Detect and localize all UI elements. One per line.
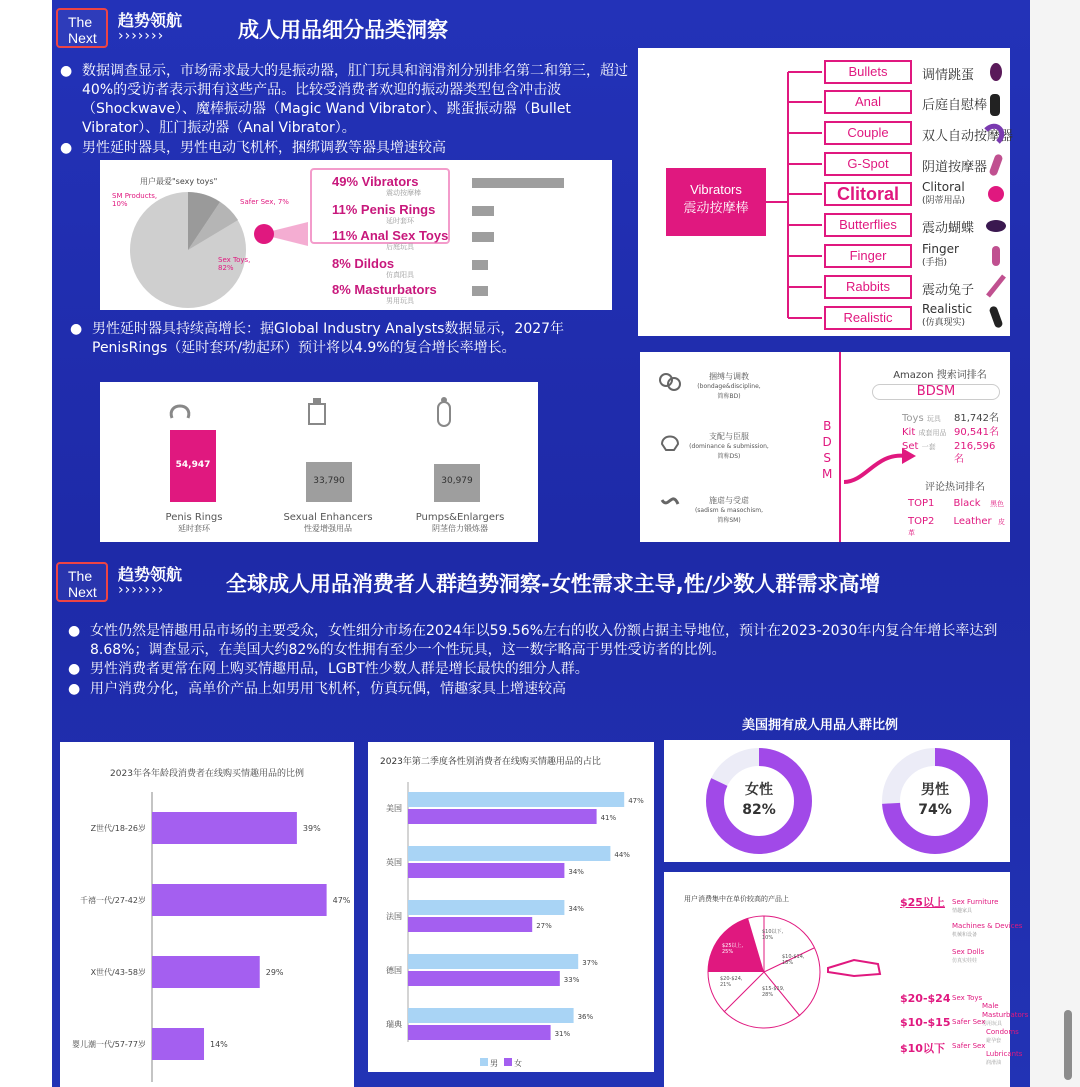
- age-bar: [152, 1028, 204, 1060]
- tier-under-10: $10以下: [900, 1042, 945, 1055]
- vib-cn-bullets: 调情跳蛋: [922, 68, 975, 83]
- vib-cn-finger: Finger (手指): [922, 242, 959, 268]
- vib-type-butterflies: Butterflies: [824, 213, 912, 237]
- gender-value-label: 44%: [614, 851, 630, 859]
- tree-connectors: [766, 58, 826, 328]
- logo-arrows: ›››››››: [118, 28, 165, 44]
- gender-value-label: 36%: [577, 1013, 594, 1021]
- price-pie-label-4: $15-$19, 28%: [762, 986, 785, 998]
- gender-bar-male: [408, 900, 564, 915]
- vib-cn-couple: 双人自动按摩器: [922, 129, 1014, 144]
- gender-category-label: 法国: [386, 912, 402, 921]
- age-bar: [152, 956, 260, 988]
- toy-row-anal-toys: 11% Anal Sex Toys 后庭玩具: [332, 228, 572, 250]
- gender-category-label: 英国: [386, 858, 402, 867]
- sexual-enhancers-bar: 33,790: [306, 462, 352, 502]
- tier-under10-item-2: Lubricants 润滑油: [986, 1050, 1023, 1066]
- gender-bar-male: [408, 792, 624, 807]
- sexual-enhancers-label: Sexual Enhancers 性爱增强用品: [283, 512, 373, 533]
- vib-type-rabbits: Rabbits: [824, 275, 912, 299]
- vib-type-bullets: Bullets: [824, 60, 912, 84]
- pumps-label: Pumps&Enlargers 阴茎倍力锻炼器: [415, 512, 505, 533]
- toy-row-vibrators: 49% Vibrators 震动按摩棒: [332, 174, 572, 196]
- pointing-hand-icon: [824, 954, 884, 984]
- sexy-toys-card: [100, 160, 612, 310]
- amazon-title: Amazon 搜索词排名: [893, 370, 987, 381]
- the-next-logo-2: The Next 趋势领航 ›››››››: [56, 558, 216, 606]
- section2-title: 全球成人用品消费者人群趋势洞察-女性需求主导,性/少数人群需求高增: [226, 572, 881, 596]
- gender-chart-title: 2023年第二季度各性别消费者在线购买情趣用品的占比: [380, 757, 601, 767]
- bdsm-icons: [658, 370, 682, 520]
- legend-label: 男: [490, 1059, 498, 1068]
- vib-type-realistic: Realistic: [824, 306, 912, 330]
- age-category-label: Z世代/18-26岁: [90, 824, 146, 833]
- vib-cn-realistic: Realistic (仿真现实): [922, 302, 973, 328]
- legend-swatch: [504, 1058, 512, 1066]
- donut-female-label: 女性 82%: [742, 782, 776, 818]
- gender-chart-card: [368, 742, 654, 1072]
- toy-row-penis-rings: 11% Penis Rings 延时套环: [332, 202, 572, 224]
- hot-word-1: TOP1 Black 黑色: [908, 498, 1005, 509]
- price-pie-label-2: $10以下, 10%: [762, 929, 784, 941]
- gender-category-label: 瑞典: [386, 1020, 402, 1029]
- pie-label-sm: SM Products, 10%: [112, 192, 158, 208]
- gender-value-label: 41%: [600, 814, 617, 822]
- price-card-title: 用户消费集中在单价较高的产品上: [684, 895, 789, 903]
- pump-icon: [432, 396, 456, 430]
- pie-label-safer: Safer Sex, 7%: [240, 198, 289, 206]
- tier-under10-item-1: Safer Sex: [952, 1042, 986, 1050]
- price-pie-label-1: $25以上, 25%: [722, 943, 744, 955]
- price-pie-label-3: $10-$14, 18%: [782, 954, 805, 966]
- gender-value-label: 47%: [628, 797, 644, 805]
- gender-value-label: 34%: [568, 868, 584, 876]
- gender-category-label: 美国: [386, 804, 402, 813]
- age-bar-chart: [60, 782, 354, 1087]
- donut-card: [664, 740, 1010, 862]
- gender-category-label: 德国: [386, 966, 402, 975]
- hot-word-2: TOP2 Leather 皮革: [908, 516, 1006, 537]
- pumps-bar: 30,979: [434, 464, 480, 502]
- vib-cn-butterflies: 震动蝴蝶: [922, 221, 975, 236]
- tier-25-up: $25以上: [900, 896, 945, 909]
- gender-bar-male: [408, 954, 578, 969]
- infographic-page: [52, 0, 1030, 1087]
- tier-10-item-1: Safer Sex: [952, 1018, 986, 1026]
- enhancers-card: [100, 382, 538, 542]
- age-chart-title: 2023年各年龄段消费者在线购买情趣用品的比例: [110, 769, 304, 779]
- logo-line1: The: [68, 14, 93, 30]
- bdsm-item-bd: 捆缚与调教 (bondage&discipline, 简称BD): [697, 372, 761, 400]
- gender-bar-female: [408, 809, 597, 824]
- legend-swatch: [480, 1058, 488, 1066]
- vib-type-gspot: G-Spot: [824, 152, 912, 176]
- gender-value-label: 31%: [554, 1030, 571, 1038]
- donut-section-title: 美国拥有成人用品人群比例: [742, 718, 899, 733]
- vib-cn-clitoral: Clitoral (阴蒂用品): [922, 180, 966, 206]
- age-bar: [152, 884, 327, 916]
- pie-label-toys: Sex Toys, 82%: [218, 256, 251, 272]
- vib-type-anal: Anal: [824, 90, 912, 114]
- vibrators-root-box: Vibrators 震动按摩棒: [666, 168, 766, 236]
- gender-bar-female: [408, 1025, 551, 1040]
- tier-20-24: $20-$24: [900, 992, 951, 1005]
- tier-25-item-3: Sex Dolls 仿真实娃娃: [952, 948, 985, 964]
- gender-bar-female: [408, 863, 564, 878]
- gender-value-label: 37%: [582, 959, 598, 967]
- vib-cn-rabbits: 震动兔子: [922, 283, 975, 298]
- hot-words-title: 评论热词排名: [925, 482, 985, 493]
- age-value-label: 39%: [302, 824, 321, 833]
- tier-25-item-2: Machines & Devices 机械和设备: [952, 922, 1023, 938]
- vib-cn-anal: 后庭自慰棒: [922, 98, 988, 113]
- tier-10-item-2: Condoms 避孕套: [986, 1028, 1019, 1044]
- pie-title: 用户最爱"sexy toys": [140, 177, 218, 186]
- tier-10-15: $10-$15: [900, 1016, 951, 1029]
- section1-bullet-1: ● 数据调查显示，市场需求最大的是振动器，肛门玩具和润滑剂分别排名第二和第三，超过40%的受访者表示拥有这些产品。比较受消费者欢迎的振动器类型包含冲击波（Shockwave）、魔棒振动器（Magic Wand Vibrator）、跳蛋振动器（Bullet Vibrator）、肛门振动器（Anal Vibrator）。: [60, 63, 628, 136]
- bottle-icon: [305, 396, 329, 426]
- gender-bar-female: [408, 971, 560, 986]
- penis-rings-bar: 54,947: [170, 430, 216, 502]
- tier-25-item-1: Sex Furniture 情趣家具: [952, 898, 999, 914]
- age-category-label: 婴儿潮一代/57-77岁: [72, 1040, 146, 1049]
- amazon-search-box: BDSM: [872, 384, 1000, 400]
- amazon-ranks: Toys 玩具 81,742名 Kit 成套用品 90,541名 Set 一套 216,596名: [902, 413, 999, 465]
- section2-bullet-2: ● 男性消费者更常在网上购买情趣用品，LGBT性少数人群是增长最快的细分人群。: [68, 661, 589, 677]
- bdsm-item-sm: 施虐与受虐 (sadism & masochism, 简称SM): [694, 496, 764, 524]
- pie-callout-icon: [250, 218, 310, 248]
- price-pie-label-5: $20-$24, 21%: [720, 976, 743, 988]
- penis-rings-label: Penis Rings 延时套环: [165, 512, 223, 533]
- gender-bar-female: [408, 917, 532, 932]
- age-value-label: 14%: [210, 1040, 228, 1049]
- gender-bar-male: [408, 846, 610, 861]
- vib-type-finger: Finger: [824, 244, 912, 268]
- vib-type-couple: Couple: [824, 121, 912, 145]
- legend-label: 女: [514, 1059, 522, 1068]
- age-category-label: X世代/43-58岁: [90, 968, 146, 977]
- logo-line2: Next: [68, 30, 97, 46]
- horseshoe-ring-icon: [166, 396, 194, 420]
- age-bar: [152, 812, 297, 844]
- age-category-label: 千禧一代/27-42岁: [80, 896, 146, 905]
- logo-nav-label: 趋势领航: [118, 11, 183, 30]
- toy-row-masturbators: 8% Masturbators 男用玩具: [332, 282, 572, 304]
- vib-type-clitoral: Clitoral: [824, 182, 912, 206]
- vib-cn-gspot: 阴道按摩器: [922, 160, 988, 175]
- sexy-toys-pie: [128, 190, 248, 310]
- gender-value-label: 33%: [563, 976, 580, 984]
- age-chart-card: [60, 742, 354, 1087]
- gender-bar-male: [408, 1008, 574, 1023]
- tier-20-item-2: Male Masturbators 男用玩具: [982, 1002, 1029, 1027]
- toy-row-dildos: 8% Dildos 仿真阳具: [332, 256, 572, 278]
- vibrator-product-icons: [984, 60, 1008, 330]
- donut-male-label: 男性 74%: [918, 782, 952, 818]
- age-value-label: 29%: [265, 968, 284, 977]
- age-value-label: 47%: [332, 896, 351, 905]
- section1-bullet-3: ● 男性延时器具持续高增长：据Global Industry Analysts数据显示，2027年PenisRings（延时套环/勃起环）预计将以4.9%的复合增长率增长。: [70, 321, 565, 356]
- bdsm-item-ds: 支配与臣服 (dominance & submission, 简称DS): [689, 432, 769, 460]
- gender-value-label: 34%: [568, 905, 584, 913]
- scrollbar-thumb[interactable]: [1064, 1010, 1072, 1080]
- bdsm-vertical-letters: B D S M: [822, 419, 833, 481]
- section2-bullet-1: ● 女性仍然是情趣用品市场的主要受众，女性细分市场在2024年以59.56%左右的收入份额占据主导地位，预计在2023-2030年内复合年增长率达到8.68%；调查显示，在美国大约82%的女性拥有至少一个性玩具，这一数字略高于男性受访者的比例。: [68, 623, 998, 658]
- bdsm-card: [640, 352, 1010, 542]
- gender-value-label: 27%: [536, 922, 552, 930]
- section2-bullet-3: ● 用户消费分化，高单价产品上如男用飞机杯，仿真玩偶，情趣家具上增速较高: [68, 681, 566, 697]
- page-margin: [1030, 0, 1080, 1087]
- section1-title: 成人用品细分品类洞察: [238, 18, 448, 42]
- price-card: [664, 872, 1029, 1087]
- section1-bullet-2: ● 男性延时器具，男性电动飞机杯，捆绑调教等器具增速较高: [60, 140, 446, 156]
- tier-20-item-1: Sex Toys: [952, 994, 983, 1002]
- gender-bar-chart: [368, 772, 654, 1072]
- the-next-logo: [56, 4, 216, 52]
